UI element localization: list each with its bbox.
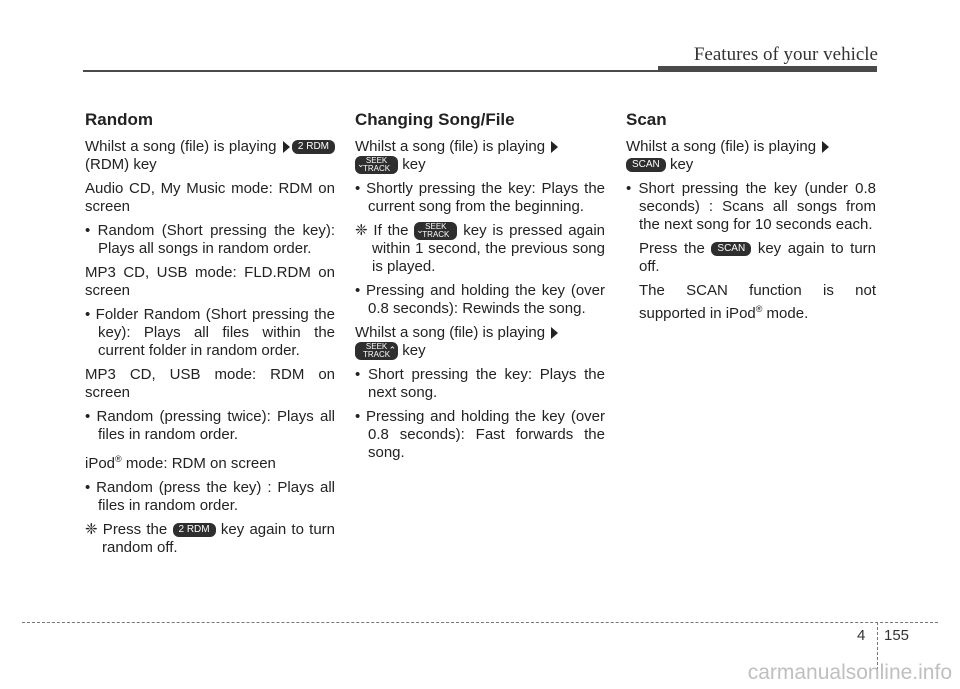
section-heading-scan: Scan	[626, 110, 667, 129]
column-random	[85, 110, 335, 563]
bullet-item: • Random (press the key) : Plays all files in random order.	[85, 479, 335, 514]
text: The SCAN function is not supported in iPod	[639, 282, 876, 322]
paragraph	[355, 324, 605, 360]
text: key	[669, 156, 694, 173]
scan-key-icon: SCAN	[626, 158, 666, 172]
column-changing-song	[355, 110, 605, 468]
text: Whilst a song (file) is playing	[355, 324, 546, 342]
registered-mark: ®	[755, 304, 763, 314]
bullet-item: • Pressing and holding the key (over 0.8 seconds): Rewinds the song.	[355, 282, 605, 318]
text: SEEK	[365, 156, 388, 166]
note-item	[355, 222, 605, 276]
text: TRACK	[363, 164, 391, 174]
text: key is pressed again within 1 second, the previous song is played.	[372, 222, 606, 276]
section-heading-random: Random	[85, 110, 153, 129]
text: mode: RDM on screen	[121, 455, 276, 472]
registered-mark: ®	[115, 454, 122, 464]
text: SEEK	[425, 222, 447, 232]
header-rule-accent	[658, 66, 877, 72]
text: ❈ Press the	[85, 521, 168, 538]
section-number: 4	[857, 627, 866, 644]
note-item	[85, 521, 335, 557]
text: key again to turn off.	[639, 240, 877, 275]
play-arrow-icon	[551, 141, 558, 153]
header-rule	[83, 70, 658, 72]
text: (RDM) key	[85, 156, 157, 173]
bullet-item: • Random (pressing twice): Plays all files in random order.	[85, 408, 335, 443]
text: ❈ If the	[355, 222, 409, 240]
column-scan	[626, 110, 876, 329]
paragraph: MP3 CD, USB mode: RDM on screen	[85, 366, 335, 401]
rdm-key-icon: 2 RDM	[292, 140, 335, 154]
indented-paragraph	[626, 240, 876, 276]
text: key	[402, 156, 426, 173]
indented-paragraph	[626, 282, 876, 323]
play-arrow-icon	[822, 141, 829, 153]
text: Whilst a song (file) is playing	[355, 138, 546, 155]
play-arrow-icon	[283, 141, 290, 153]
play-arrow-icon	[551, 327, 558, 339]
section-heading-changing-song: Changing Song/File	[355, 110, 515, 129]
paragraph	[85, 138, 335, 174]
bullet-item: • Short pressing the key (under 0.8 seconds) : Scans all songs from the next song for 10 seconds each.	[626, 180, 876, 233]
watermark: carmanualsonline.info	[747, 661, 952, 684]
header-title: Features of your vehicle	[693, 44, 878, 65]
footer-divider	[22, 622, 938, 623]
text: iPod	[85, 455, 116, 472]
bullet-item: • Short pressing the key: Plays the next song.	[355, 366, 605, 402]
text: SEEK	[365, 342, 388, 352]
paragraph	[626, 138, 876, 174]
text: mode.	[762, 305, 809, 322]
seek-down-key-icon: ⌄ SEEK TRACK	[414, 222, 457, 240]
page-number: 155	[884, 627, 910, 644]
paragraph	[85, 450, 335, 473]
bullet-item: • Pressing and holding the key (over 0.8 seconds): Fast forwards the song.	[355, 408, 605, 462]
paragraph	[355, 138, 605, 174]
paragraph: MP3 CD, USB mode: FLD.RDM on screen	[85, 264, 335, 299]
text: Press the	[639, 240, 705, 257]
seek-down-key-icon: ⌄ SEEK TRACK	[355, 156, 398, 174]
rdm-key-icon: 2 RDM	[173, 523, 216, 537]
paragraph: Audio CD, My Music mode: RDM on screen	[85, 180, 335, 215]
text: TRACK	[363, 350, 391, 360]
bullet-item: • Folder Random (Short pressing the key): Plays all files within the current folder in random order.	[85, 306, 335, 359]
scan-key-icon: SCAN	[711, 242, 751, 256]
text: TRACK	[422, 230, 450, 240]
bullet-item: • Random (Short pressing the key): Plays all songs in random order.	[85, 222, 335, 257]
text: Whilst a song (file) is playing	[85, 138, 277, 155]
text: key	[402, 342, 426, 360]
seek-up-key-icon: ⌃ SEEK TRACK	[355, 342, 398, 360]
text: key again to turn random off.	[102, 521, 335, 556]
bullet-item: • Shortly pressing the key: Plays the current song from the beginning.	[355, 180, 605, 216]
text: Whilst a song (file) is playing	[626, 138, 817, 155]
